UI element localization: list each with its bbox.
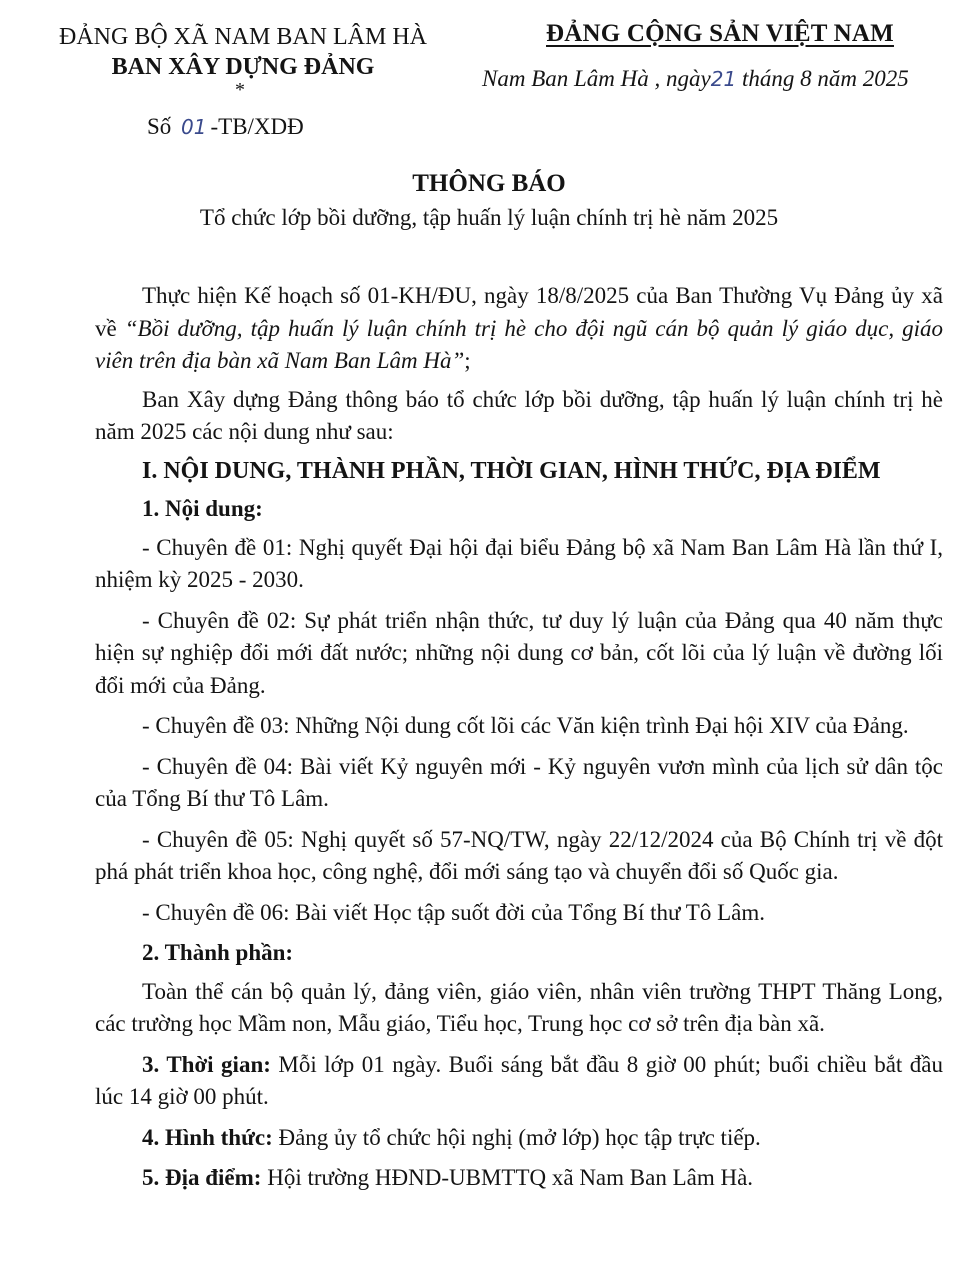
docno-suffix: -TB/XDĐ [210,114,304,139]
members-heading: 2. Thành phần: [142,940,294,965]
time-label: 3. Thời gian: [142,1051,271,1077]
party-name: ĐẢNG CỘNG SẢN VIỆT NAM [546,20,894,47]
intro-p1-quote: “Bồi dưỡng, tập huấn lý luận chính trị hè cho đội ngũ cán bộ quản lý giáo dục, giáo viên trên địa bàn xã Nam Ban Lâm Hà” [95,315,943,373]
docno-prefix: Số [147,114,172,139]
date-day-handwritten: 21 [710,67,737,91]
date-prefix: Nam Ban Lâm Hà , ngày [482,66,711,91]
issue-date [482,66,909,92]
document-number [147,114,304,140]
party-committee-name: ĐẢNG BỘ XÃ NAM BAN LÂM HÀ [58,24,427,50]
section-1-heading: I. NỘI DUNG, THÀNH PHẦN, THỜI GIAN, HÌNH THỨC, ĐỊA ĐIỂM [142,457,881,484]
time-paragraph [95,1049,943,1114]
topic-item: - Chuyên đề 01: Nghị quyết Đại hội đại biểu Đảng bộ xã Nam Ban Lâm Hà lần thứ I, nhiệm kỳ 2025 - 2030. [95,534,943,592]
document-subtitle: Tổ chức lớp bồi dưỡng, tập huấn lý luận chính trị hè năm 2025 [199,205,779,230]
form-text: Đảng ủy tổ chức hội nghị (mở lớp) học tập trực tiếp. [272,1124,761,1150]
issuing-organization [38,22,448,101]
topic-item: - Chuyên đề 03: Những Nội dung cốt lõi các Văn kiện trình Đại hội XIV của Đảng. [142,713,909,738]
department-name: BAN XÂY DỰNG ĐẢNG [111,54,375,80]
form-label: 4. Hình thức: [142,1124,273,1150]
intro-paragraph-1 [95,280,943,378]
intro-p1-start: Thực hiện Kế hoạch số 01-KH/ĐU, ngày 18/8/2025 của Ban Thường Vụ Đảng ủy xã về [95,283,943,341]
intro-paragraph-2: Ban Xây dựng Đảng thông báo tổ chức lớp bồi dưỡng, tập huấn lý luận chính trị hè năm 2025 các nội dung như sau: [95,386,943,444]
topic-item: - Chuyên đề 05: Nghị quyết số 57-NQ/TW, ngày 22/12/2024 của Bộ Chính trị về đột phá phát triển khoa học, công nghệ, đổi mới sáng tạo và chuyển đổi số Quốc gia. [95,826,943,884]
docno-number-handwritten: 01 [181,115,207,139]
topic-item: - Chuyên đề 04: Bài viết Kỷ nguyên mới - Kỷ nguyên vươn mình của lịch sử dân tộc của Tổng Bí thư Tô Lâm. [95,753,943,811]
topic-item: - Chuyên đề 02: Sự phát triển nhận thức, tư duy lý luận của Đảng qua 40 năm thực hiện sự nghiệp đổi mới đất nước; những nội dung cơ bản, cốt lõi của lý luận về đường lối đổi mới của Đảng. [95,607,943,698]
date-suffix: tháng 8 năm 2025 [736,66,909,91]
place-label: 5. Địa điểm: [142,1165,262,1190]
place-paragraph [95,1162,943,1195]
place-text: Hội trường HĐND-UBMTTQ xã Nam Ban Lâm Hà. [261,1165,754,1190]
document-body [95,280,943,1203]
party-heading [470,18,970,50]
members-text: Toàn thể cán bộ quản lý, đảng viên, giáo viên, nhân viên trường THPT Thăng Long, các trường học Mầm non, Mẫu giáo, Tiểu học, Trung học cơ sở trên địa bàn xã. [95,978,943,1036]
header-star: * [235,79,245,101]
topic-item: - Chuyên đề 06: Bài viết Học tập suốt đời của Tổng Bí thư Tô Lâm. [142,899,765,925]
content-heading: 1. Nội dung: [142,496,263,521]
document-title: THÔNG BÁO [412,170,566,197]
time-text: Mỗi lớp 01 ngày. Buổi sáng bắt đầu 8 giờ 00 phút; buổi chiều bắt đầu lúc 14 giờ 00 phút. [95,1051,943,1109]
intro-p1-end: ; [464,348,471,373]
form-paragraph [95,1122,943,1155]
